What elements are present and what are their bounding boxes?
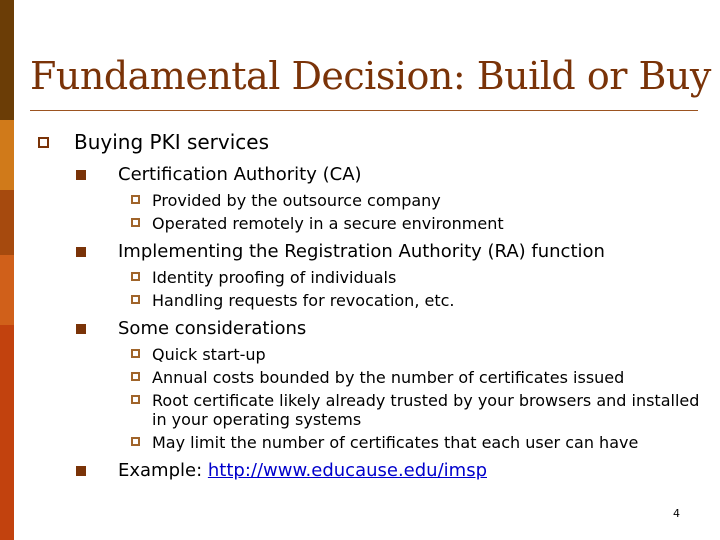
sub-bullet-text: Certification Authority (CA) — [118, 164, 362, 185]
detail-item — [122, 391, 702, 429]
stripe-segment — [0, 325, 14, 540]
filled-square-bullet-icon — [76, 324, 86, 334]
detail-text: Annual costs bounded by the number of certificates issued — [152, 368, 625, 387]
detail-text: Provided by the outsource company — [152, 191, 441, 210]
sub-bullet-example — [74, 458, 702, 483]
square-bullet-icon — [38, 137, 49, 148]
detail-item — [122, 433, 702, 452]
filled-square-bullet-icon — [76, 466, 86, 476]
left-color-stripe — [0, 0, 14, 540]
detail-item — [122, 291, 702, 310]
detail-item — [122, 214, 702, 233]
sub-bullet-text: Some considerations — [118, 318, 307, 339]
page-number: 4 — [673, 507, 680, 520]
bullet-text: Buying PKI services — [74, 130, 270, 154]
hollow-square-bullet-icon — [131, 395, 140, 404]
detail-text: Operated remotely in a secure environment — [152, 214, 504, 233]
detail-list — [122, 268, 702, 310]
bullet-list — [30, 128, 702, 483]
detail-text: Identity proofing of individuals — [152, 268, 397, 287]
sub-bullet-list — [74, 162, 702, 483]
hollow-square-bullet-icon — [131, 295, 140, 304]
sub-bullet-text: Implementing the Registration Authority (RA) function — [118, 241, 605, 262]
bullet-buying-pki — [30, 128, 702, 483]
sub-bullet-considerations — [74, 316, 702, 452]
title-divider — [30, 110, 698, 111]
detail-list — [122, 191, 702, 233]
hollow-square-bullet-icon — [131, 272, 140, 281]
hollow-square-bullet-icon — [131, 218, 140, 227]
hollow-square-bullet-icon — [131, 437, 140, 446]
detail-item — [122, 368, 702, 387]
filled-square-bullet-icon — [76, 170, 86, 180]
sub-bullet-ca — [74, 162, 702, 233]
hollow-square-bullet-icon — [131, 195, 140, 204]
filled-square-bullet-icon — [76, 247, 86, 257]
detail-text: Root certificate likely already trusted by your browsers and installed in your operating systems — [152, 391, 700, 429]
stripe-segment — [0, 120, 14, 190]
sub-bullet-ra — [74, 239, 702, 310]
stripe-segment — [0, 255, 14, 325]
detail-item — [122, 345, 702, 364]
detail-text: Quick start-up — [152, 345, 266, 364]
stripe-segment — [0, 190, 14, 255]
detail-item — [122, 268, 702, 287]
slide-title: Fundamental Decision: Build or Buy — [30, 54, 711, 98]
hollow-square-bullet-icon — [131, 372, 140, 381]
detail-text: May limit the number of certificates that each user can have — [152, 433, 639, 452]
example-label: Example: — [118, 460, 203, 481]
detail-text: Handling requests for revocation, etc. — [152, 291, 455, 310]
slide-content — [30, 128, 702, 483]
stripe-segment — [0, 0, 14, 120]
detail-item — [122, 191, 702, 210]
example-link[interactable]: http://www.educause.edu/imsp — [207, 460, 487, 481]
hollow-square-bullet-icon — [131, 349, 140, 358]
detail-list — [122, 345, 702, 452]
